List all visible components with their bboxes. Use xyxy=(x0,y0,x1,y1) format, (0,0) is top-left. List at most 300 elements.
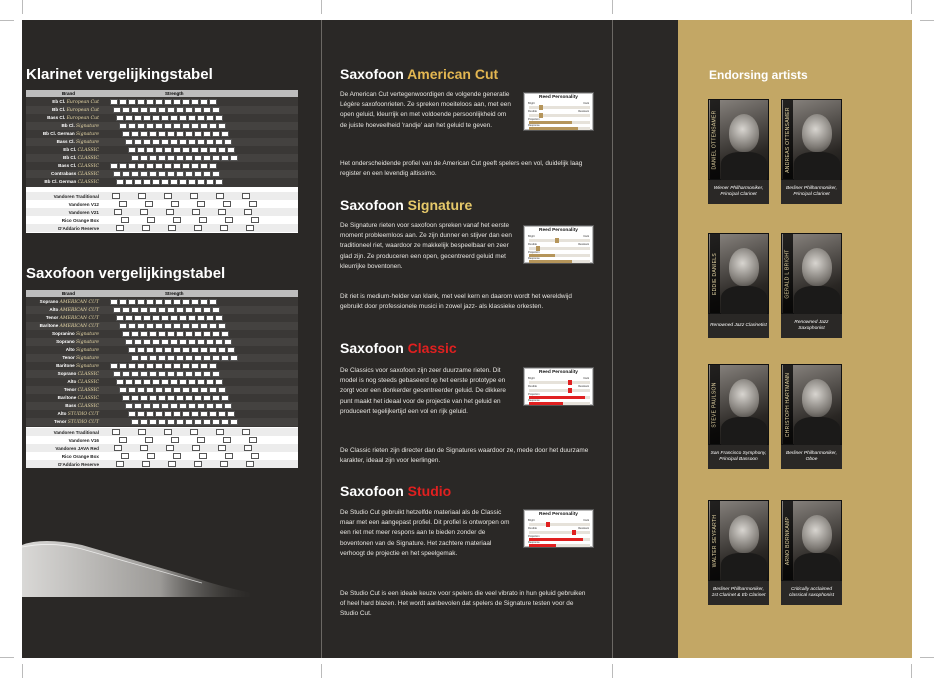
compare-cell xyxy=(116,461,124,467)
strength-cell xyxy=(209,323,217,329)
strength-cell xyxy=(179,315,187,321)
strength-cell xyxy=(140,171,148,177)
row-label xyxy=(26,411,102,417)
strength-cell xyxy=(197,403,205,409)
row-label xyxy=(26,419,102,425)
artist-photo xyxy=(708,99,769,180)
row-instrument: Soprano xyxy=(39,299,59,304)
strength-cell xyxy=(119,99,127,105)
strength-cell xyxy=(203,331,211,337)
strength-cell xyxy=(173,99,181,105)
strength-cell xyxy=(167,107,175,113)
row-instrument: Baritone xyxy=(57,395,77,400)
strength-cell xyxy=(200,299,208,305)
table-row xyxy=(26,298,298,306)
row-instrument: Contrabass xyxy=(51,171,77,176)
strength-cell xyxy=(203,371,211,377)
strength-cell xyxy=(155,323,163,329)
strength-cell xyxy=(179,379,187,385)
strength-cell xyxy=(185,419,193,425)
header-strength: Strength xyxy=(165,91,184,96)
strength-cell xyxy=(179,139,187,145)
row-label xyxy=(26,371,102,377)
scale-bright-dark xyxy=(528,377,589,380)
strength-cell xyxy=(155,411,163,417)
strength-cell xyxy=(119,323,127,329)
panel-spacer xyxy=(613,20,678,658)
strength-cell xyxy=(209,163,217,169)
artist-name: WALTER SEYFARTH xyxy=(712,514,719,567)
strength-cell xyxy=(182,147,190,153)
compare-cell xyxy=(145,201,153,207)
strength-cell xyxy=(143,115,151,121)
section-title-prefix: Saxofoon xyxy=(340,340,408,356)
strength-cell xyxy=(149,355,157,361)
section-heading xyxy=(340,66,600,82)
artist-name: ARNO BORNKAMP xyxy=(785,516,792,565)
strength-cell xyxy=(131,107,139,113)
strength-cell xyxy=(224,339,232,345)
artist-caption: Wiener Philharmoniker, Principal Clarinet xyxy=(708,180,769,204)
artist-caption: Renowned Jazz Saxophonist xyxy=(781,314,842,338)
compare-cell xyxy=(220,461,228,467)
scale-label: Flexible xyxy=(528,110,537,113)
strength-cell xyxy=(209,123,217,129)
strength-cell xyxy=(206,179,214,185)
strength-cell xyxy=(209,363,217,369)
artist-face xyxy=(802,379,832,417)
scale-label: Response xyxy=(528,124,540,127)
strength-cell xyxy=(212,395,220,401)
strength-cell xyxy=(155,99,163,105)
strength-cell xyxy=(128,363,136,369)
crop-mark xyxy=(321,664,322,678)
strength-cell xyxy=(125,139,133,145)
strength-cell xyxy=(188,115,196,121)
strength-cell xyxy=(185,107,193,113)
strength-cell xyxy=(164,299,172,305)
compare-cell xyxy=(121,453,129,459)
row-instrument: Baritone xyxy=(56,363,75,368)
flexible-resistant-bar xyxy=(529,389,590,392)
strength-cell xyxy=(143,403,151,409)
strength-cell xyxy=(206,403,214,409)
row-instrument: Bb Cl. German xyxy=(44,179,77,184)
strength-cell xyxy=(143,379,151,385)
strength-cell xyxy=(164,163,172,169)
strength-cell xyxy=(122,395,130,401)
strength-cell xyxy=(200,147,208,153)
artist-face xyxy=(802,515,832,553)
strength-cell xyxy=(149,131,157,137)
section-paragraph: Het onderscheidende profiel van de American Cut geeft spelers een vol, duidelijk laag register en een levendig altissimo. xyxy=(340,160,583,178)
strength-cell xyxy=(146,347,154,353)
strength-cell xyxy=(116,179,124,185)
row-model: CLASSIC xyxy=(77,372,99,377)
strength-cell xyxy=(137,323,145,329)
strength-cell xyxy=(137,347,145,353)
strength-cell xyxy=(161,339,169,345)
row-instrument: Alto xyxy=(67,379,77,384)
table-row xyxy=(26,170,298,178)
strength-cell xyxy=(146,387,154,393)
table-row xyxy=(26,402,298,410)
strength-cell xyxy=(200,363,208,369)
strength-cell xyxy=(134,179,142,185)
strength-cell xyxy=(203,355,211,361)
strength-cell xyxy=(131,307,139,313)
row-instrument: Eb Cl. xyxy=(52,99,66,104)
strength-cell xyxy=(203,131,211,137)
strength-cell xyxy=(215,403,223,409)
compare-cell xyxy=(197,201,205,207)
strength-cell xyxy=(116,379,124,385)
row-label xyxy=(26,355,102,361)
artist-name: CHRISTOPH HARTMANN xyxy=(785,372,792,437)
artist-face xyxy=(729,515,759,553)
scale-label: Dark xyxy=(583,235,589,238)
strength-cell xyxy=(167,371,175,377)
compare-row xyxy=(26,436,298,444)
artist-name-strip xyxy=(710,100,720,179)
artist-photo xyxy=(708,233,769,314)
compare-cell xyxy=(114,209,122,215)
scale-label: Resistant xyxy=(578,110,589,113)
strength-cell xyxy=(197,115,205,121)
compare-cell xyxy=(164,193,172,199)
row-instrument: Tenor xyxy=(63,387,77,392)
strength-cell xyxy=(185,331,193,337)
strength-cell xyxy=(185,307,193,313)
artist-name-strip xyxy=(783,234,793,313)
compare-cell xyxy=(246,461,254,467)
artist-body xyxy=(721,417,767,446)
compare-cell xyxy=(140,445,148,451)
strength-cell xyxy=(149,171,157,177)
strength-cell xyxy=(182,387,190,393)
strength-cell xyxy=(131,371,139,377)
response-fill xyxy=(529,402,563,405)
compare-cell xyxy=(173,453,181,459)
table-row xyxy=(26,338,298,346)
strength-cell xyxy=(170,379,178,385)
artist-photo xyxy=(708,500,769,581)
strength-cell xyxy=(146,147,154,153)
scale-label: Dark xyxy=(583,377,589,380)
response-fill xyxy=(529,260,572,263)
strength-cell xyxy=(206,379,214,385)
crop-mark xyxy=(911,664,912,678)
strength-cell xyxy=(149,331,157,337)
strength-cell xyxy=(191,347,199,353)
artist-photo xyxy=(781,364,842,445)
strength-cell xyxy=(167,171,175,177)
scale-label: Bright xyxy=(528,102,535,105)
strength-cell xyxy=(134,339,142,345)
section-title-model: Signature xyxy=(407,197,473,213)
artist-caption: Berliner Philharmoniker, 1st Clarinet & Eb Clarinet xyxy=(708,581,769,605)
strength-cell xyxy=(173,411,181,417)
compare-cell xyxy=(251,217,259,223)
strength-cell xyxy=(215,115,223,121)
compare-cell xyxy=(199,453,207,459)
strength-cell xyxy=(173,123,181,129)
section-heading xyxy=(340,340,600,356)
strength-cell xyxy=(167,307,175,313)
strength-cell xyxy=(182,411,190,417)
strength-cell xyxy=(128,411,136,417)
artist-name: EDDIE DANIELS xyxy=(712,252,718,295)
artist-body xyxy=(721,286,767,315)
row-label xyxy=(26,363,102,369)
strength-cell xyxy=(173,323,181,329)
strength-cell xyxy=(170,179,178,185)
strength-cell xyxy=(158,131,166,137)
row-label xyxy=(26,395,102,401)
compare-brand: Vandoren V16 xyxy=(68,437,99,443)
strength-cell xyxy=(128,163,136,169)
strength-cell xyxy=(206,339,214,345)
section-title xyxy=(340,483,600,499)
strength-cell xyxy=(119,387,127,393)
scale-label: Bright xyxy=(528,377,535,380)
artist-face xyxy=(729,248,759,286)
strength-cell xyxy=(227,411,235,417)
strength-cell xyxy=(140,331,148,337)
strength-cell xyxy=(140,307,148,313)
strength-cell xyxy=(152,179,160,185)
compare-cell xyxy=(220,225,228,231)
strength-cell xyxy=(191,163,199,169)
compare-cell xyxy=(223,201,231,207)
row-model: Signature xyxy=(76,364,99,369)
strength-cell xyxy=(167,131,175,137)
strength-cell xyxy=(212,355,220,361)
header-brand: Brand xyxy=(62,91,76,96)
artist-face xyxy=(802,248,832,286)
strength-cell xyxy=(194,355,202,361)
section-paragraph: De Signature rieten voor saxofoon spreken vanaf het eerste moment probleemloos aan. Ze zijn dunner en stijver dan een traditioneel riet, waardoor ze makkelijk bespeelbaar en zeer glad zijn. Ze produceren een open, gecentreerd geluid met kleurrijke boventonen. xyxy=(340,222,512,270)
strength-cell xyxy=(158,395,166,401)
strength-cell xyxy=(173,147,181,153)
strength-cell xyxy=(194,331,202,337)
row-model: CLASSIC xyxy=(77,404,99,409)
strength-cell xyxy=(113,171,121,177)
strength-cell xyxy=(140,131,148,137)
strength-cell xyxy=(194,307,202,313)
strength-cell xyxy=(137,147,145,153)
compare-cell xyxy=(194,461,202,467)
strength-cell xyxy=(137,411,145,417)
strength-cell xyxy=(134,115,142,121)
strength-cell xyxy=(203,307,211,313)
strength-cell xyxy=(122,131,130,137)
section-paragraph: De Studio Cut gebruikt hetzelfde materiaal als de Classic maar met een aangepast profiel. Dit profiel is ontworpen om een riet met meer respons aan te bieden zonder de boventonen van de Signature. Het zachtere materiaal verhoogt de projectie en het speelgemak. xyxy=(340,509,510,557)
compare-row xyxy=(26,200,298,208)
scale-label: Projection xyxy=(528,535,540,538)
scale-label: Flexible xyxy=(528,243,537,246)
artist-name-strip xyxy=(710,234,720,313)
strength-cell xyxy=(161,315,169,321)
table-row xyxy=(26,370,298,378)
response-bar xyxy=(529,402,590,405)
strength-cell xyxy=(155,387,163,393)
compare-cell xyxy=(244,209,252,215)
strength-cell xyxy=(149,395,157,401)
row-instrument: Bass Cl. xyxy=(56,139,75,144)
strength-cell xyxy=(179,115,187,121)
scale-label: Dark xyxy=(583,519,589,522)
strength-cell xyxy=(131,131,139,137)
table-row xyxy=(26,362,298,370)
strength-cell xyxy=(227,147,235,153)
strength-cell xyxy=(209,299,217,305)
compare-cell xyxy=(121,217,129,223)
strength-cell xyxy=(140,419,148,425)
compare-brand: Vandoren V12 xyxy=(68,201,99,207)
row-instrument: Alto xyxy=(49,307,59,312)
header-strength: Strength xyxy=(165,291,184,296)
strength-cell xyxy=(212,107,220,113)
row-label xyxy=(26,307,102,313)
strength-cell xyxy=(200,323,208,329)
strength-cell xyxy=(224,139,232,145)
strength-cell xyxy=(155,347,163,353)
strength-cell xyxy=(176,171,184,177)
strength-cell xyxy=(182,99,190,105)
row-instrument: Bb Cl. xyxy=(61,123,75,128)
strength-cell xyxy=(182,123,190,129)
saxophone-table-title: Saxofoon vergelijkingstabel xyxy=(26,265,226,282)
strength-cell xyxy=(188,139,196,145)
scale-label: Flexible xyxy=(528,385,537,388)
strength-cell xyxy=(137,123,145,129)
table-row xyxy=(26,386,298,394)
strength-cell xyxy=(209,387,217,393)
strength-cell xyxy=(230,355,238,361)
strength-cell xyxy=(158,107,166,113)
section-title-prefix: Saxofoon xyxy=(340,197,408,213)
strength-cell xyxy=(200,163,208,169)
compare-cell xyxy=(199,217,207,223)
artist-face xyxy=(802,114,832,152)
compare-cell xyxy=(190,193,198,199)
strength-cell xyxy=(152,315,160,321)
compare-row xyxy=(26,224,298,232)
row-model: Signature xyxy=(76,332,99,337)
scale-label: Bright xyxy=(528,519,535,522)
compare-row xyxy=(26,216,298,224)
strength-cell xyxy=(209,99,217,105)
row-label xyxy=(26,163,102,169)
strength-cell xyxy=(215,139,223,145)
strength-cell xyxy=(206,115,214,121)
strength-cell xyxy=(128,147,136,153)
compare-cell xyxy=(197,437,205,443)
artist-name: ANDREAS OTTENSAMER xyxy=(785,106,791,173)
section-title-model: Studio xyxy=(407,483,452,499)
strength-cell xyxy=(179,403,187,409)
table-row xyxy=(26,306,298,314)
compare-cell xyxy=(142,461,150,467)
flexible-resistant-bar xyxy=(529,531,590,534)
strength-cell xyxy=(197,379,205,385)
strength-cell xyxy=(164,99,172,105)
strength-cell xyxy=(122,331,130,337)
strength-cell xyxy=(200,347,208,353)
bright-dark-bar xyxy=(529,381,590,384)
artist-name-strip xyxy=(783,501,793,580)
compare-cell xyxy=(138,193,146,199)
row-instrument: Soprano xyxy=(57,371,77,376)
panel-divider xyxy=(321,20,322,658)
strength-cell xyxy=(224,403,232,409)
scale-label: Projection xyxy=(528,251,540,254)
compare-cell xyxy=(119,437,127,443)
strength-cell xyxy=(158,371,166,377)
strength-cell xyxy=(140,155,148,161)
artist-photo xyxy=(708,364,769,445)
row-model: CLASSIC xyxy=(77,156,99,161)
strength-cell xyxy=(137,163,145,169)
row-label xyxy=(26,403,102,409)
row-model: CLASSIC xyxy=(77,388,99,393)
row-model: Signature xyxy=(76,140,99,145)
strength-cell xyxy=(149,419,157,425)
strength-cell xyxy=(119,299,127,305)
strength-cell xyxy=(182,163,190,169)
endorsing-artists-title: Endorsing artists xyxy=(709,68,808,82)
table-row xyxy=(26,106,298,114)
section-title xyxy=(340,197,600,213)
strength-cell xyxy=(134,315,142,321)
strength-cell xyxy=(191,123,199,129)
table-row xyxy=(26,114,298,122)
crop-mark xyxy=(321,0,322,14)
scale-label: Projection xyxy=(528,118,540,121)
artist-body xyxy=(794,152,840,181)
row-model: AMERICAN CUT xyxy=(59,324,99,329)
strength-cell xyxy=(143,339,151,345)
strength-cell xyxy=(155,123,163,129)
crop-mark xyxy=(612,0,613,14)
compare-cell xyxy=(242,429,250,435)
crop-mark xyxy=(22,664,23,678)
strength-cell xyxy=(143,315,151,321)
strength-cell xyxy=(185,155,193,161)
row-model: CLASSIC xyxy=(77,164,99,169)
strength-cell xyxy=(182,347,190,353)
compare-brand: Rico Orange Box xyxy=(61,217,99,223)
strength-cell xyxy=(221,331,229,337)
table-row xyxy=(26,394,298,402)
table-row xyxy=(26,146,298,154)
strength-cell xyxy=(212,171,220,177)
strength-cell xyxy=(158,331,166,337)
strength-cell xyxy=(221,155,229,161)
strength-cell xyxy=(170,403,178,409)
strength-cell xyxy=(161,139,169,145)
strength-cell xyxy=(164,347,172,353)
strength-cell xyxy=(170,315,178,321)
compare-cell xyxy=(192,445,200,451)
artist-body xyxy=(794,553,840,582)
strength-cell xyxy=(167,355,175,361)
strength-cell xyxy=(188,379,196,385)
compare-cell xyxy=(173,217,181,223)
compare-cell xyxy=(194,225,202,231)
section-title-prefix: Saxofoon xyxy=(340,483,408,499)
